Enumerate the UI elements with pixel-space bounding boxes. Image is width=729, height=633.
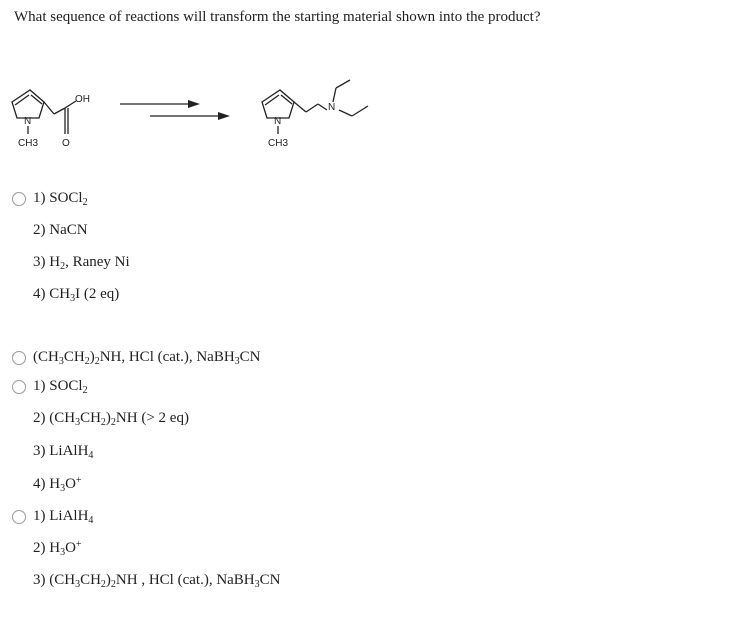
question-text: What sequence of reactions will transform the starting material shown into the product?: [14, 9, 541, 25]
option-c-step-1: 1) SOCl$_2$: [33, 378, 88, 396]
reaction-scheme: [0, 60, 420, 160]
reaction-arrow: [120, 100, 230, 120]
option-d-step-3: 3) $(CH_3CH_2)_2NH$ , HCl (cat.), NaBH$_3$CN: [33, 572, 281, 590]
carbonyl-oxygen-label: O: [62, 138, 70, 149]
n-label-product: N: [274, 116, 282, 127]
starting-material-structure: [12, 90, 76, 134]
option-a-step-2: 2) NaCN: [33, 222, 88, 238]
option-d-step-2: 2) $H_3O^+$: [33, 539, 82, 558]
option-c-radio[interactable]: [12, 380, 26, 394]
option-b-step-1: $(CH_3CH_2)_2NH$, HCl (cat.), NaBH$_3$CN: [33, 349, 261, 367]
option-c-step-4: 4) $H_3O^+$: [33, 475, 82, 494]
hydroxyl-label: OH: [75, 94, 90, 105]
option-c-step-3: 3) LiAlH$_4$: [33, 443, 94, 461]
option-c-step-2: 2) $(CH_3CH_2)_2NH$ (> 2 eq): [33, 410, 189, 428]
amine-n-label: N: [328, 102, 336, 113]
methyl-label-product: CH3: [268, 138, 289, 149]
option-b-radio[interactable]: [12, 351, 26, 365]
option-a-step-1: 1) SOCl$_2$: [33, 190, 88, 208]
option-a-step-3: 3) $H_2$, Raney Ni: [33, 254, 130, 272]
option-d-step-1: 1) LiAlH$_4$: [33, 508, 94, 526]
option-a-step-4: 4) $CH_3I$ (2 eq): [33, 286, 120, 304]
option-d-radio[interactable]: [12, 510, 26, 524]
n-label-start: N: [24, 116, 32, 127]
option-a-radio[interactable]: [12, 192, 26, 206]
methyl-label-start: CH3: [18, 138, 39, 149]
